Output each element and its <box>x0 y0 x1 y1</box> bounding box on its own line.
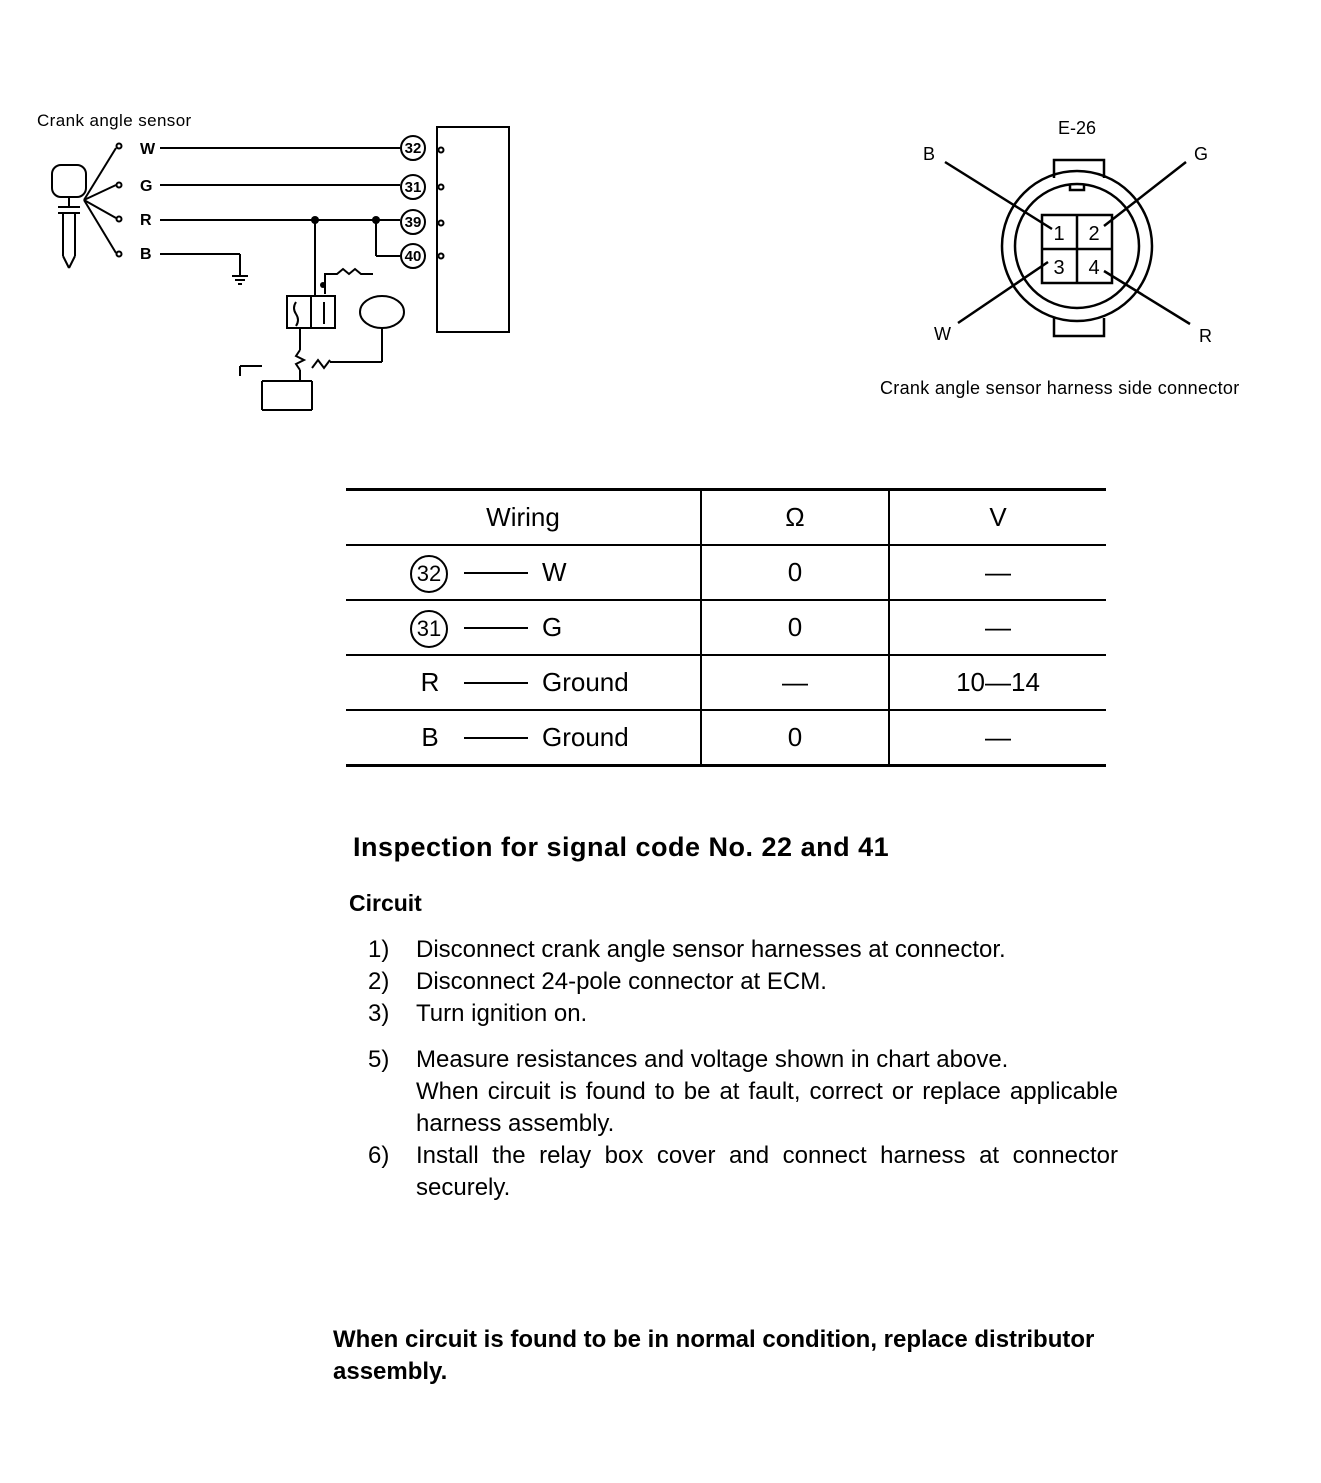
wiring-cell <box>346 600 701 655</box>
wire-from: B <box>421 722 439 752</box>
terminal-31: 31 <box>404 179 422 196</box>
wire-dash <box>464 572 528 574</box>
step-text: Install the relay box cover and connect harness at connector securely. <box>416 1142 1118 1201</box>
ohm-value: 0 <box>701 710 889 766</box>
inspection-steps <box>368 934 1118 1204</box>
wire-from-terminal: 32 <box>410 555 448 593</box>
header-volt: V <box>889 490 1106 546</box>
wiring-diagram-title: Crank angle sensor <box>37 111 192 130</box>
list-item <box>368 1044 1118 1140</box>
pin-3: 3 <box>1053 257 1065 279</box>
step-number: 1) <box>368 936 390 963</box>
step-note: When circuit is found to be at fault, correct or replace applicable harness assembly. <box>416 1078 1118 1137</box>
final-note: When circuit is found to be in normal condition, replace distributor assembly. <box>333 1326 1095 1385</box>
crank-angle-sensor-wiring-diagram <box>0 90 560 430</box>
pin-1: 1 <box>1053 223 1065 245</box>
wire-dash <box>464 737 528 739</box>
terminal-40: 40 <box>404 248 422 265</box>
wire-dash <box>464 682 528 684</box>
section-heading: Inspection for signal code No. 22 and 41 <box>353 832 890 862</box>
wire-to: W <box>542 557 567 587</box>
table-row <box>346 600 1106 655</box>
wiring-cell <box>346 710 701 766</box>
wire-from-terminal: 31 <box>410 610 448 648</box>
connector-caption: Crank angle sensor harness side connector <box>880 378 1240 398</box>
connector-wire-g: G <box>1194 144 1209 164</box>
table-header-row <box>346 490 1106 546</box>
connector-wire-r: R <box>1199 326 1212 346</box>
wire-label-w: W <box>140 141 156 158</box>
connector-label: E-26 <box>1057 118 1097 138</box>
pin-4: 4 <box>1088 257 1100 279</box>
connector-wire-b: B <box>923 144 936 164</box>
header-wiring: Wiring <box>346 490 701 546</box>
wire-from: R <box>420 667 440 697</box>
wire-to: Ground <box>542 667 629 697</box>
list-item <box>368 934 1118 966</box>
wiring-check-table <box>346 488 1106 767</box>
wire-label-b: B <box>140 246 152 263</box>
volt-value: — <box>889 545 1106 600</box>
terminal-39: 39 <box>404 214 422 231</box>
table-row <box>346 545 1106 600</box>
step-number: 6) <box>368 1142 390 1169</box>
pin-2: 2 <box>1088 223 1100 245</box>
wire-to: Ground <box>542 722 629 752</box>
step-text: Disconnect crank angle sensor harnesses at connector. <box>416 936 1006 963</box>
connector-wire-w: W <box>934 324 951 344</box>
ohm-value: 0 <box>701 600 889 655</box>
wiring-cell <box>346 655 701 710</box>
ohm-value: 0 <box>701 545 889 600</box>
list-item <box>368 966 1118 998</box>
volt-value: 10—14 <box>889 655 1106 710</box>
wire-label-g: G <box>140 178 153 195</box>
crank-angle-sensor-icon <box>52 144 122 269</box>
volt-value: — <box>889 600 1106 655</box>
step-text: Measure resistances and voltage shown in chart above. <box>416 1046 1009 1073</box>
wire-dash <box>464 627 528 629</box>
wiring-cell <box>346 545 701 600</box>
table-row <box>346 655 1106 710</box>
wire-to: G <box>542 612 563 642</box>
harness-wires <box>160 127 509 410</box>
step-number: 3) <box>368 1000 390 1027</box>
ohm-value: — <box>701 655 889 710</box>
wire-label-r: R <box>140 212 152 229</box>
circuit-subheading: Circuit <box>349 890 422 916</box>
e26-connector-diagram <box>900 110 1300 410</box>
step-text: Disconnect 24-pole connector at ECM. <box>416 968 827 995</box>
step-number: 5) <box>368 1046 390 1073</box>
terminal-32: 32 <box>404 140 422 157</box>
list-item <box>368 1140 1118 1204</box>
list-item <box>368 998 1118 1030</box>
step-text: Turn ignition on. <box>416 1000 588 1027</box>
step-number: 2) <box>368 968 390 995</box>
volt-value: — <box>889 710 1106 766</box>
table-row <box>346 710 1106 766</box>
header-ohm: Ω <box>701 490 889 546</box>
